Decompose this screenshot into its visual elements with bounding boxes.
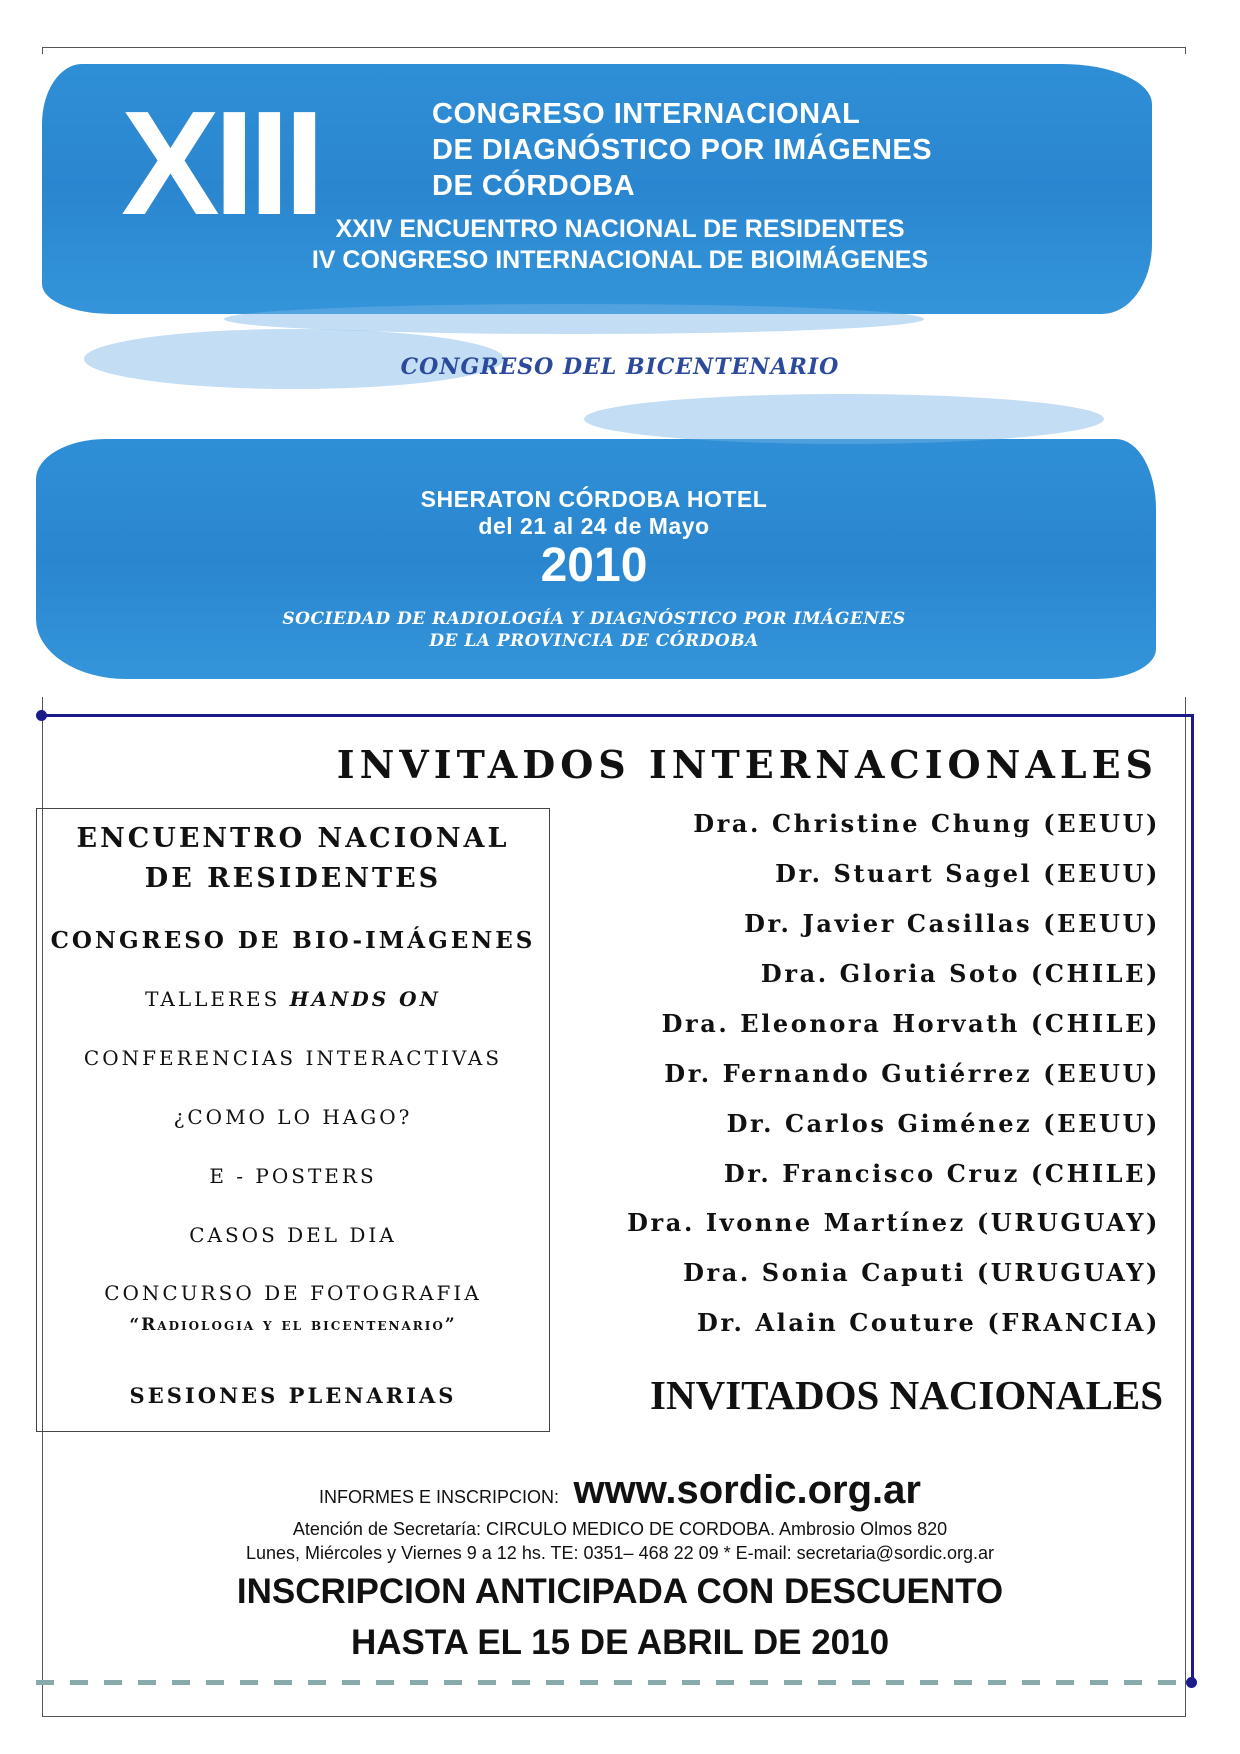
informes-label: INFORMES E INSCRIPCION: xyxy=(319,1487,560,1507)
activity-e-posters: E - POSTERS xyxy=(209,1164,377,1188)
secretaria-address: Atención de Secretaría: CIRCULO MEDICO DE CORDOBA. Ambrosio Olmos 820 xyxy=(292,1519,948,1539)
congress-title-line: DE CÓRDOBA xyxy=(432,170,636,202)
activity-concurso: CONCURSO DE FOTOGRAFIA xyxy=(104,1281,482,1305)
activity-line: ENCUENTRO NACIONAL xyxy=(76,823,510,854)
subtitle-line: XXIV ENCUENTRO NACIONAL DE RESIDENTES xyxy=(335,215,905,243)
activity-hands-on: HANDS ON xyxy=(289,987,441,1011)
website-link[interactable]: www.sordic.org.ar xyxy=(573,1468,921,1512)
guest-item: Dra. Christine Chung (EEUU) xyxy=(693,809,1160,838)
congress-title-line: CONGRESO INTERNACIONAL xyxy=(432,98,861,130)
subtitle-line: IV CONGRESO INTERNACIONAL DE BIOIMÁGENES xyxy=(311,246,929,274)
guest-item: Dr. Francisco Cruz (CHILE) xyxy=(723,1159,1160,1188)
activity-talleres-label: TALLERES xyxy=(145,987,281,1011)
activity-encuentro xyxy=(37,819,549,899)
guest-item: Dra. Sonia Caputi (URUGUAY) xyxy=(683,1258,1160,1287)
early-registration-notice: INSCRIPCION ANTICIPADA CON DESCUENTO xyxy=(236,1572,1004,1611)
society-line: DE LA PROVINCIA DE CÓRDOBA xyxy=(429,631,759,651)
early-registration-deadline: HASTA EL 15 DE ABRIL DE 2010 xyxy=(350,1623,890,1662)
guest-item: Dra. Eleonora Horvath (CHILE) xyxy=(661,1009,1160,1038)
congress-banner xyxy=(24,54,1216,697)
society-name xyxy=(24,608,1164,652)
society-line: SOCIEDAD DE RADIOLOGÍA Y DIAGNÓSTICO POR IMÁGENES xyxy=(282,609,906,629)
guest-item: Dr. Alain Couture (FRANCIA) xyxy=(697,1308,1160,1337)
congress-subtitle xyxy=(24,214,1216,276)
guest-item: Dr. Stuart Sagel (EEUU) xyxy=(775,859,1160,888)
guest-item: Dr. Javier Casillas (EEUU) xyxy=(744,909,1160,938)
activity-concurso-theme: “Radiologia y el bicentenario” xyxy=(129,1315,457,1335)
activities-box xyxy=(36,808,550,1432)
informes-row xyxy=(0,1468,1240,1513)
guest-item: Dra. Gloria Soto (CHILE) xyxy=(760,959,1160,988)
activity-talleres xyxy=(37,987,549,1011)
guest-item: Dr. Carlos Giménez (EEUU) xyxy=(726,1109,1160,1138)
venue xyxy=(24,486,1164,540)
activity-sesiones-plenarias: SESIONES PLENARIAS xyxy=(129,1383,457,1408)
congress-title-line: DE DIAGNÓSTICO POR IMÁGENES xyxy=(432,134,933,166)
congress-year: 2010 xyxy=(540,539,648,592)
international-guests-heading: INVITADOS INTERNACIONALES xyxy=(336,742,1158,787)
activity-casos-del-dia: CASOS DEL DIA xyxy=(189,1223,397,1247)
national-guests-heading: INVITADOS NACIONALES xyxy=(650,1372,1163,1418)
congress-number: XIII xyxy=(121,81,320,246)
banner-wisp xyxy=(224,304,924,334)
divider-dot xyxy=(36,710,47,721)
divider-dot xyxy=(1186,1677,1197,1688)
activity-conferencias: CONFERENCIAS INTERACTIVAS xyxy=(83,1046,503,1070)
dashed-divider xyxy=(36,1680,1186,1685)
secretaria-hours: Lunes, Miércoles y Viernes 9 a 12 hs. TE: 0351– 468 22 09 * E-mail: secretaria@sordic.org.ar xyxy=(246,1543,994,1563)
banner-wisp xyxy=(584,394,1104,444)
guest-item: Dr. Fernando Gutiérrez (EEUU) xyxy=(664,1059,1160,1088)
venue-hotel: SHERATON CÓRDOBA HOTEL xyxy=(420,486,768,512)
divider-line xyxy=(42,714,1194,717)
activity-line: DE RESIDENTES xyxy=(144,863,442,894)
guest-item: Dra. Ivonne Martínez (URUGUAY) xyxy=(627,1208,1160,1237)
congress-title xyxy=(432,96,932,204)
activity-como-lo-hago: ¿COMO LO HAGO? xyxy=(173,1105,413,1129)
bicentenario-label: CONGRESO DEL BICENTENARIO xyxy=(400,354,840,380)
activity-bio-imagenes: CONGRESO DE BIO-IMÁGENES xyxy=(50,927,536,954)
venue-dates: del 21 al 24 de Mayo xyxy=(478,513,710,539)
